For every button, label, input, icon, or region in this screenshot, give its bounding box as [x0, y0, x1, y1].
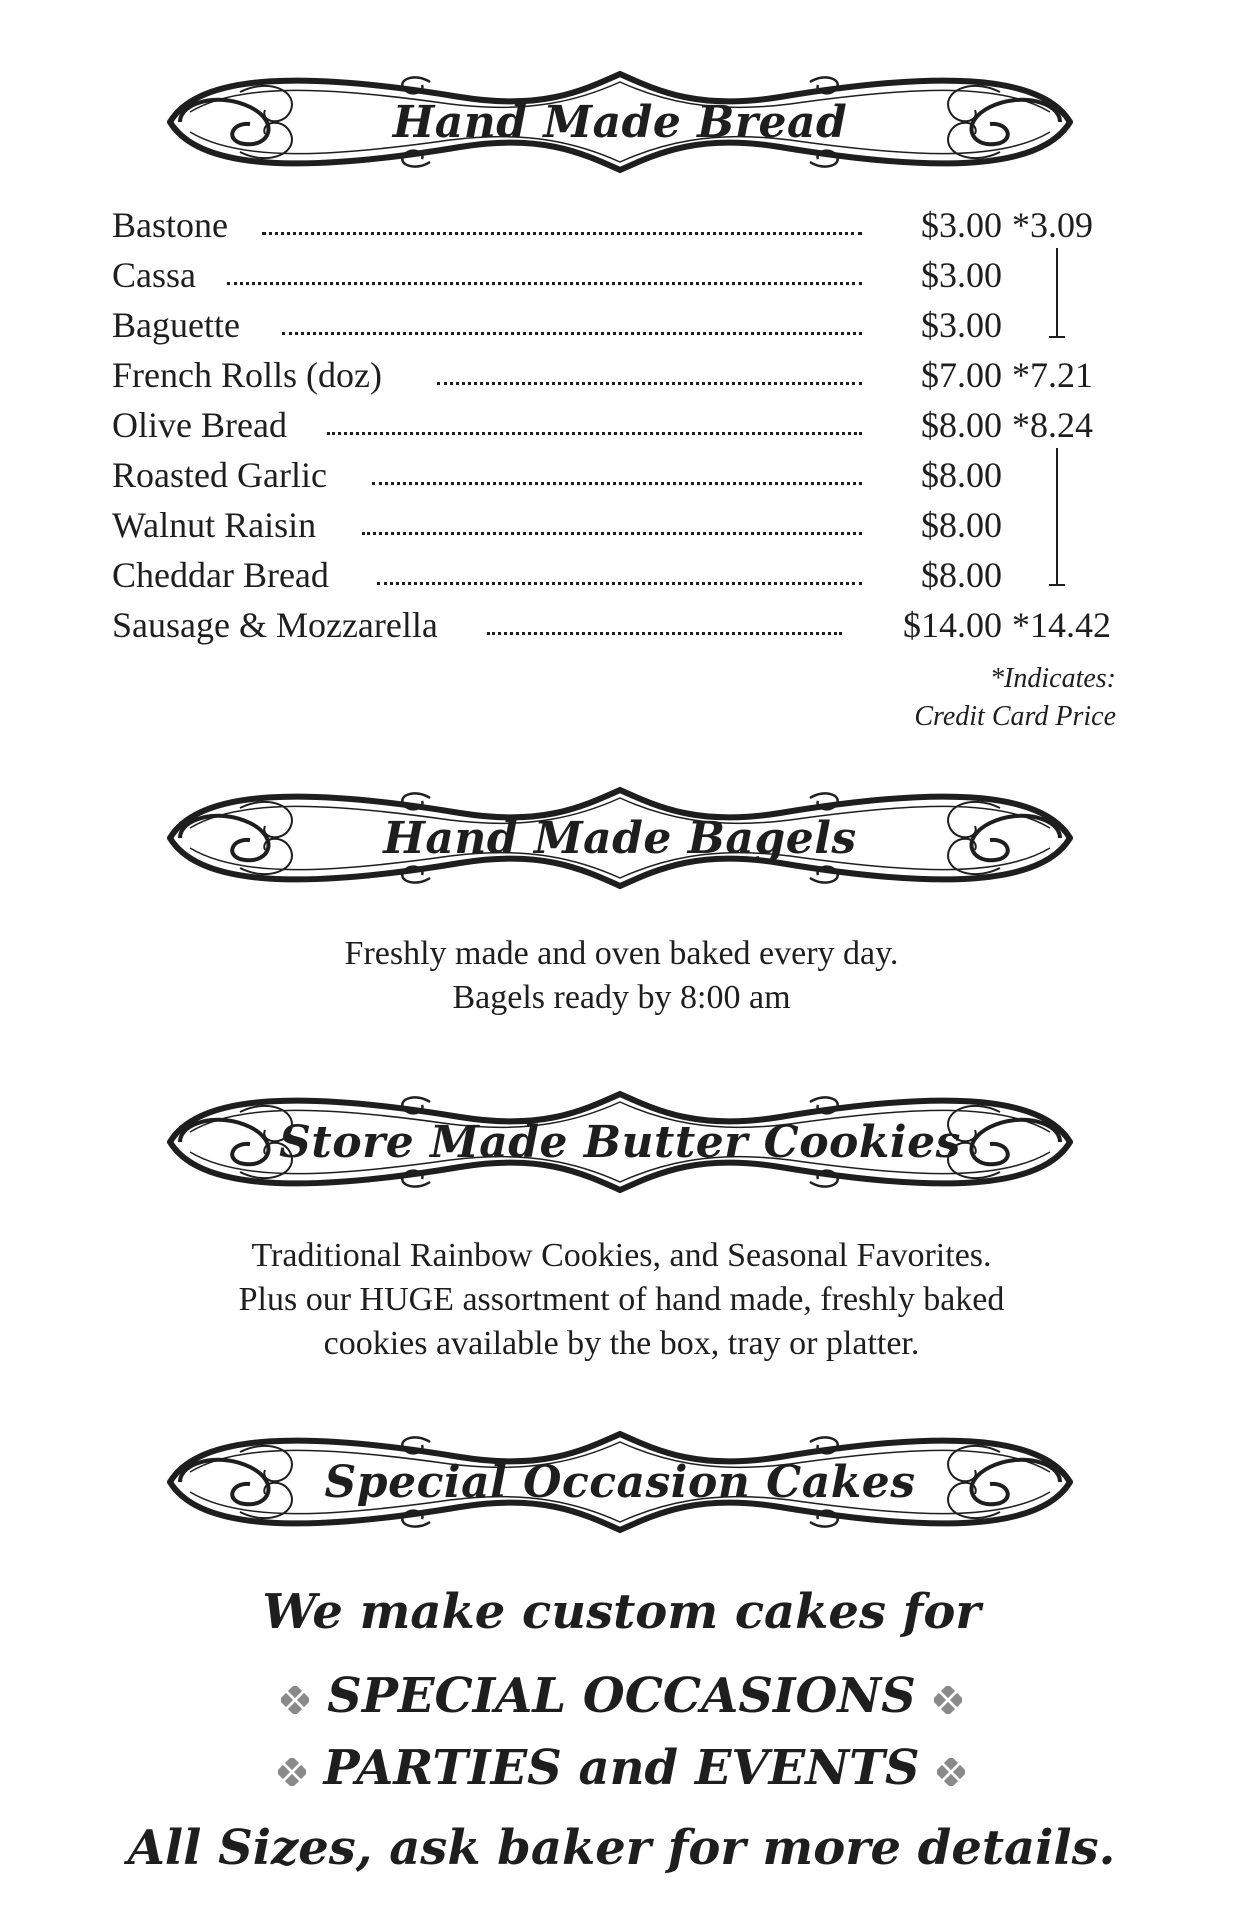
banner-special-occasion-cakes — [160, 1412, 1080, 1552]
menu-row — [112, 250, 1132, 300]
dot-leader — [377, 582, 862, 585]
price-bracket — [1056, 448, 1058, 584]
diamond-bullet-icon — [281, 1686, 309, 1714]
menu-row — [112, 350, 1132, 400]
text-line: Freshly made and oven baked every day. — [344, 935, 899, 972]
credit-price: *8.24 — [1012, 405, 1093, 445]
cookies-description — [0, 1234, 1243, 1366]
price-bracket — [1056, 248, 1058, 336]
item-price: $7.00 — [921, 355, 1002, 395]
item-name: Cassa — [112, 250, 210, 300]
note-line: Credit Card Price — [914, 701, 1116, 732]
section-title-cakes: Special Occasion Cakes — [324, 1456, 916, 1508]
dot-leader — [262, 232, 862, 235]
item-price: $3.00 — [921, 305, 1002, 345]
item-price: $8.00 — [921, 455, 1002, 495]
section-title-bagels: Hand Made Bagels — [383, 812, 857, 864]
item-name: Cheddar Bread — [112, 550, 343, 600]
item-name: Olive Bread — [112, 400, 301, 450]
item-price: $3.00 — [921, 205, 1002, 245]
diamond-bullet-icon — [934, 1686, 962, 1714]
text-line: Bagels ready by 8:00 am — [452, 979, 791, 1016]
item-name: Sausage & Mozzarella — [112, 600, 452, 650]
price-bracket-foot — [1049, 584, 1065, 586]
dot-leader — [487, 632, 842, 635]
credit-card-note — [914, 660, 1116, 736]
dot-leader — [227, 282, 862, 285]
text-line: Plus our HUGE assortment of hand made, freshly baked — [238, 1281, 1005, 1318]
menu-row — [112, 600, 1132, 650]
bagels-description — [0, 932, 1243, 1020]
dot-leader — [362, 532, 862, 535]
menu-row — [112, 550, 1132, 600]
item-name: Bastone — [112, 200, 242, 250]
cakes-line-parties-events — [0, 1738, 1243, 1798]
menu-row — [112, 400, 1132, 450]
cakes-line: SPECIAL OCCASIONS — [327, 1668, 916, 1724]
note-line: *Indicates: — [990, 663, 1116, 694]
menu-row — [112, 450, 1132, 500]
dot-leader — [372, 482, 862, 485]
item-price: $3.00 — [921, 255, 1002, 295]
cakes-headline: We make custom cakes for — [262, 1584, 981, 1640]
diamond-bullet-icon — [937, 1758, 965, 1786]
dot-leader — [327, 432, 862, 435]
cakes-footer: All Sizes, ask baker for more details. — [127, 1820, 1116, 1876]
item-name: Roasted Garlic — [112, 450, 341, 500]
text-line: Traditional Rainbow Cookies, and Seasonal Favorites. — [251, 1237, 992, 1274]
diamond-bullet-icon — [278, 1758, 306, 1786]
item-name: Baguette — [112, 300, 254, 350]
dot-leader — [437, 382, 862, 385]
credit-price: *3.09 — [1012, 205, 1093, 245]
item-name: Walnut Raisin — [112, 500, 330, 550]
item-price: $14.00 — [903, 605, 1002, 645]
section-title-bread: Hand Made Bread — [392, 96, 848, 148]
banner-hand-made-bread — [160, 52, 1080, 192]
credit-price: *14.42 — [1012, 605, 1111, 645]
menu-row — [112, 500, 1132, 550]
item-name: French Rolls (doz) — [112, 350, 396, 400]
credit-price: *7.21 — [1012, 355, 1093, 395]
menu-row — [112, 200, 1132, 250]
section-title-cookies: Store Made Butter Cookies — [279, 1116, 961, 1168]
banner-hand-made-bagels — [160, 768, 1080, 908]
price-bracket-foot — [1049, 336, 1065, 338]
cakes-line: PARTIES and EVENTS — [323, 1740, 920, 1796]
banner-butter-cookies — [160, 1072, 1080, 1212]
item-price: $8.00 — [921, 405, 1002, 445]
menu-row — [112, 300, 1132, 350]
item-price: $8.00 — [921, 555, 1002, 595]
cakes-line-special-occasions — [0, 1666, 1243, 1726]
bread-menu — [112, 200, 1132, 650]
text-line: cookies available by the box, tray or platter. — [323, 1325, 920, 1362]
item-price: $8.00 — [921, 505, 1002, 545]
dot-leader — [282, 332, 862, 335]
